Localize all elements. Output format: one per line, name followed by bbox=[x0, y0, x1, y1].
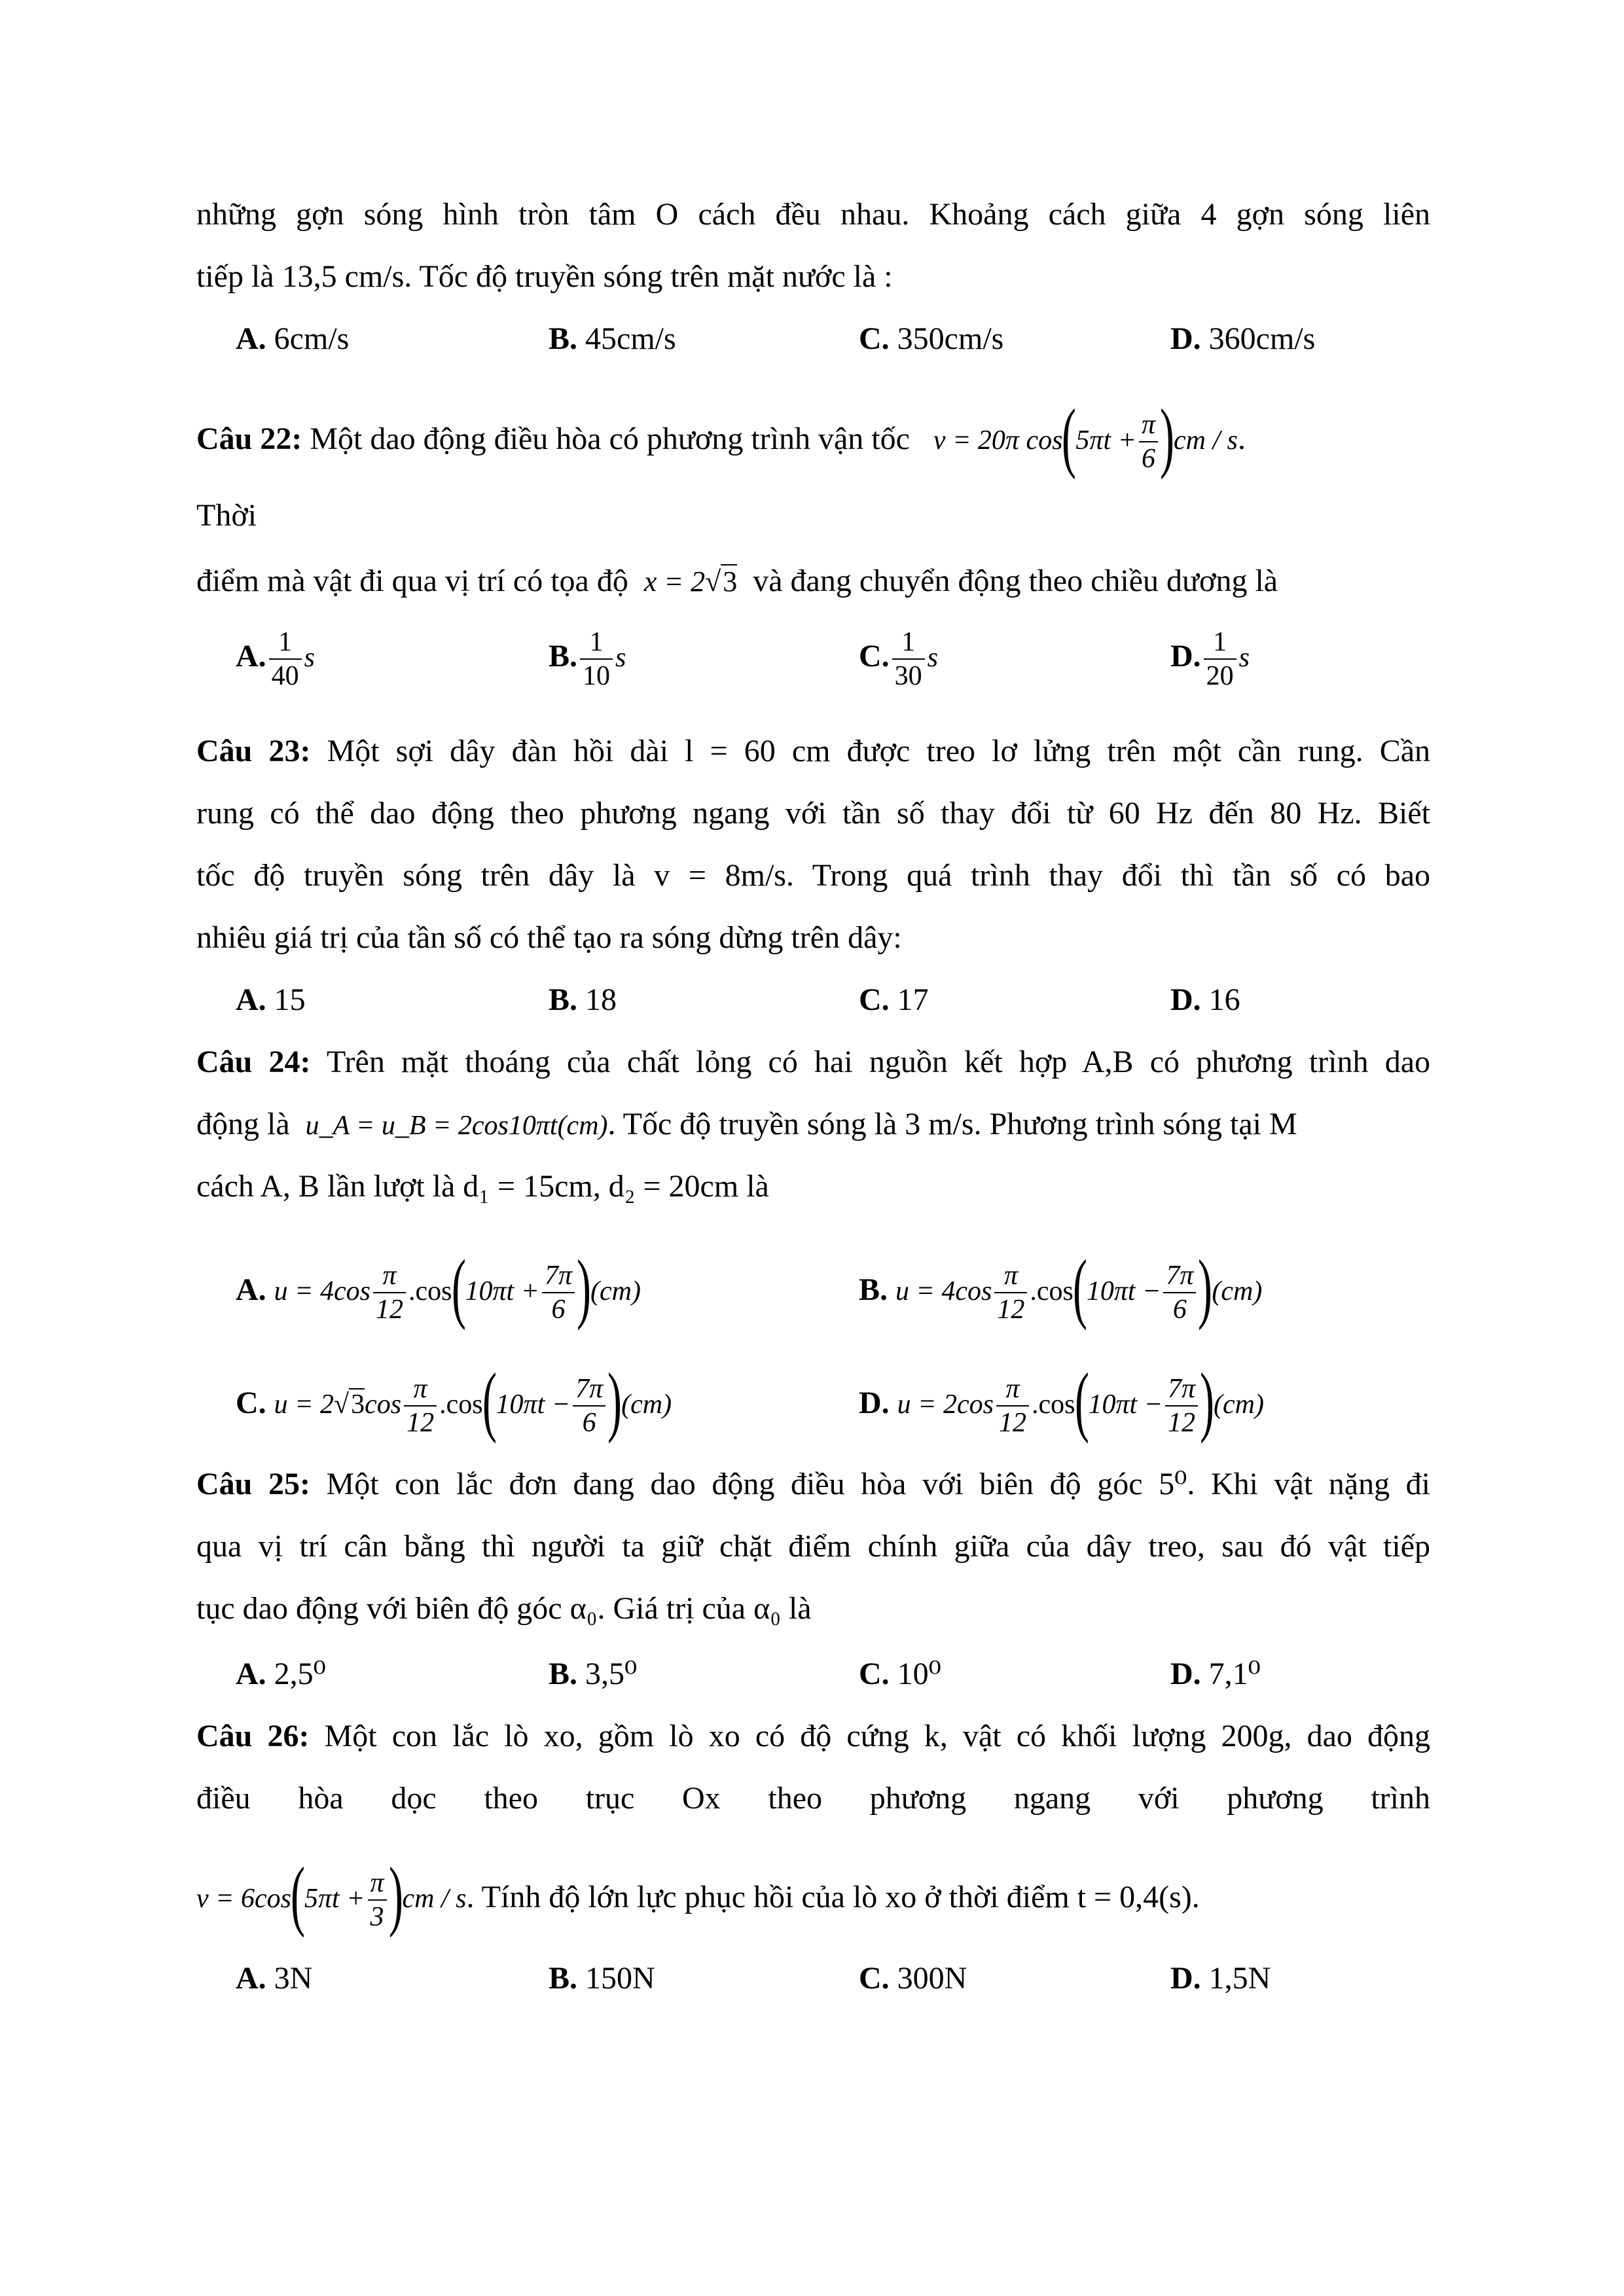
q22-line-2: Thời bbox=[196, 498, 257, 533]
q26-option-d: D. 1,5N bbox=[1170, 1961, 1271, 1996]
q22-option-b: B. $\frac{1}{10}$ s bbox=[549, 627, 626, 691]
q23-option-a: A. 15 bbox=[236, 982, 306, 1017]
q23-option-b: B. 18 bbox=[549, 982, 617, 1017]
document-page bbox=[196, 0, 1430, 2296]
q25-option-d: D. 7,1⁰ bbox=[1170, 1657, 1261, 1691]
intro-line-2: tiếp là 13,5 cm/s. Tốc độ truyền sóng trên mặt nước là : bbox=[196, 259, 893, 294]
intro-option-b: B. 45cm/s bbox=[549, 321, 676, 356]
q25-option-c: C. 10⁰ bbox=[859, 1657, 941, 1691]
q23-line-3: tốc độ truyền sóng trên dây là v = 8m/s. Trong quá trình thay đổi thì tần số có bao bbox=[196, 858, 1430, 893]
intro-option-c: C. 350cm/s bbox=[859, 321, 1004, 356]
q24-option-a: A. u = 4cos $\frac{\pi}{12}$ .cos(10πt + $\frac{7\pi}{6}$ )(cm) bbox=[236, 1244, 641, 1331]
q25-line-3: tục dao động với biên độ góc α₀. Giá trị của α₀ là bbox=[196, 1591, 812, 1626]
q23-line-2: rung có thể dao động theo phương ngang với tần số thay đổi từ 60 Hz đến 80 Hz. Biết bbox=[196, 796, 1430, 831]
intro-option-d: D. 360cm/s bbox=[1170, 321, 1316, 356]
q25-option-a: A. 2,5⁰ bbox=[236, 1657, 326, 1691]
q26-option-c: C. 300N bbox=[859, 1961, 967, 1996]
q22-option-a: A. $\frac{1}{40}$ s bbox=[236, 627, 316, 691]
q22-line-1: Câu 22: Một dao động điều hòa có phương trình vận tốc v = 20π cos(5πt + $\frac{\pi}{6}$ )cm / s. bbox=[196, 393, 1246, 480]
q24-line-2: động là u_A = u_B = 2cos10πt(cm). Tốc độ truyền sóng là 3 m/s. Phương trình sóng tại M bbox=[196, 1107, 1297, 1141]
q26-line-3: v = 6cos(5πt + $\frac{\pi}{3}$ )cm / s. Tính độ lớn lực phục hồi của lò xo ở thời điểm t = 0,4(s). bbox=[196, 1851, 1200, 1938]
q22-option-d: D. $\frac{1}{20}$ s bbox=[1170, 627, 1250, 691]
q23-line-4: nhiêu giá trị của tần số có thể tạo ra sóng dừng trên dây: bbox=[196, 920, 902, 955]
q25-line-1: Câu 25: Một con lắc đơn đang dao động điều hòa với biên độ góc 5⁰. Khi vật nặng đi bbox=[196, 1467, 1431, 1501]
q24-line-3: cách A, B lần lượt là d₁ = 15cm, d₂ = 20cm là bbox=[196, 1169, 769, 1204]
q26-option-a: A. 3N bbox=[236, 1961, 313, 1996]
q23-option-d: D. 16 bbox=[1170, 982, 1240, 1017]
q26-line-2: điều hòa dọc theo trục Ox theo phương ngang với phương trình bbox=[196, 1781, 1430, 1816]
q24-option-c: C. u = 2√3cos $\frac{\pi}{12}$ .cos(10πt − $\frac{7\pi}{6}$ )(cm) bbox=[236, 1357, 672, 1444]
q23-option-c: C. 17 bbox=[859, 982, 929, 1017]
intro-option-a: A. 6cm/s bbox=[236, 321, 350, 356]
q24-line-1: Câu 24: Trên mặt thoáng của chất lỏng có hai nguồn kết hợp A,B có phương trình dao bbox=[196, 1045, 1431, 1079]
q24-option-b: B. u = 4cos $\frac{\pi}{12}$ .cos(10πt − $\frac{7\pi}{6}$ )(cm) bbox=[859, 1244, 1263, 1331]
q22-option-c: C. $\frac{1}{30}$ s bbox=[859, 627, 939, 691]
intro-line-1: những gợn sóng hình tròn tâm O cách đều nhau. Khoảng cách giữa 4 gợn sóng liên bbox=[196, 197, 1430, 232]
q26-option-b: B. 150N bbox=[549, 1961, 655, 1996]
q22-line-3: điểm mà vật đi qua vị trí có tọa độ x = 2√3 và đang chuyển động theo chiều dương là bbox=[196, 564, 1278, 598]
q25-line-2: qua vị trí cân bằng thì người ta giữ chặt điểm chính giữa của dây treo, sau đó vật tiếp bbox=[196, 1529, 1430, 1564]
q25-option-b: B. 3,5⁰ bbox=[549, 1657, 638, 1691]
q26-line-1: Câu 26: Một con lắc lò xo, gồm lò xo có độ cứng k, vật có khối lượng 200g, dao động bbox=[196, 1719, 1431, 1753]
q24-option-d: D. u = 2cos $\frac{\pi}{12}$ .cos(10πt − $\frac{7\pi}{12}$ )(cm) bbox=[859, 1357, 1264, 1444]
q23-line-1: Câu 23: Một sợi dây đàn hồi dài l = 60 cm được treo lơ lửng trên một cần rung. Cần bbox=[196, 734, 1431, 768]
